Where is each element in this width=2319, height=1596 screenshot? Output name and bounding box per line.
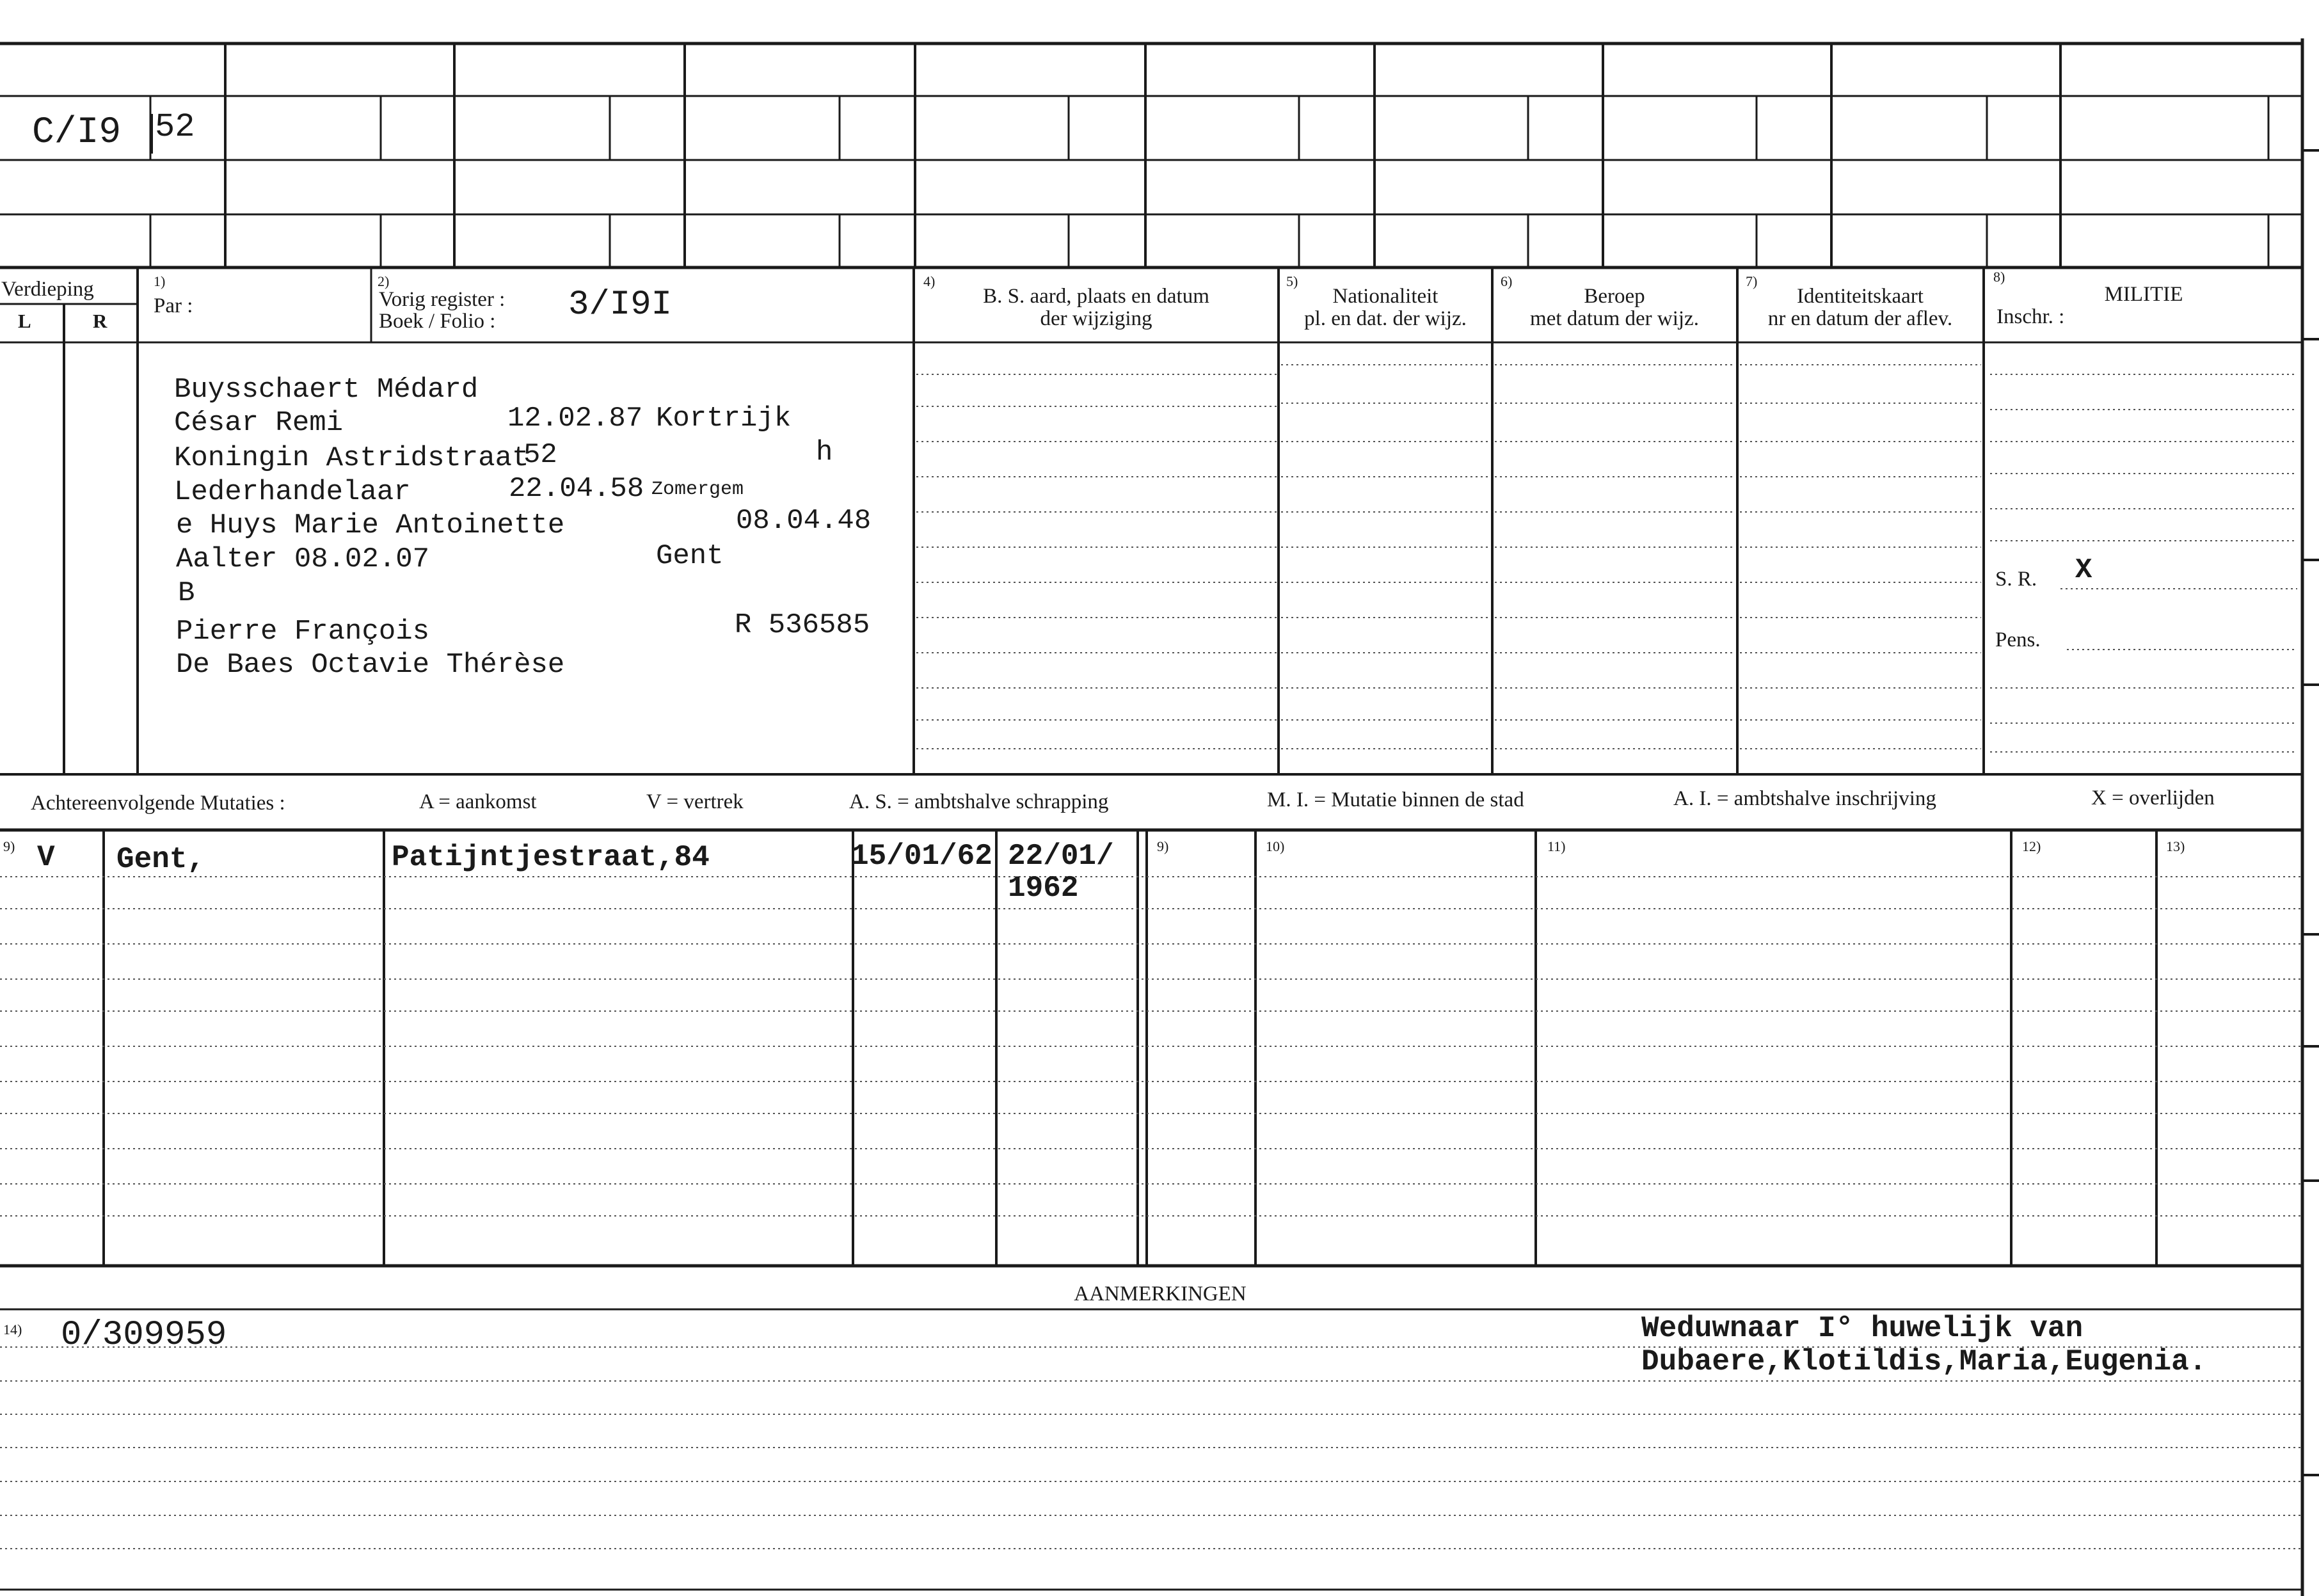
vorig-register-value: 3/I9I <box>568 285 673 324</box>
legend-inschrijving: A. I. = ambtshalve inschrijving <box>1673 787 1936 810</box>
sup-1: 1) <box>154 273 166 289</box>
par-label: Par : <box>154 294 193 317</box>
bs-header-line2: der wijziging <box>1040 307 1152 330</box>
occupation-place: Zomergem <box>651 479 744 500</box>
reference-number: 52 <box>155 108 195 146</box>
sup-12: 12) <box>2022 838 2041 854</box>
spouse-date: 08.04.48 <box>736 505 872 537</box>
beroep-header-line1: Beroep <box>1584 285 1645 308</box>
remarks-title: AANMERKINGEN <box>1074 1282 1247 1305</box>
sr-value: X <box>2075 554 2092 586</box>
mutation-city: Gent, <box>116 843 205 876</box>
legend-schrapping: A. S. = ambtshalve schrapping <box>849 790 1109 813</box>
sup-6: 6) <box>1501 273 1513 289</box>
legend-aankomst: A = aankomst <box>419 790 537 813</box>
verdieping-r-label: R <box>93 310 108 332</box>
verdieping-label: Verdieping <box>1 278 94 301</box>
mutation-date-2a: 22/01/ <box>1008 840 1114 873</box>
sr-label: S. R. <box>1995 568 2037 591</box>
birth-date: 12.02.87 <box>507 403 643 435</box>
parent-name-1: Pierre François <box>176 616 430 648</box>
margin-ticks <box>2302 150 2319 1475</box>
remarks-number: 0/309959 <box>61 1316 227 1355</box>
address-street: Koningin Astridstraat <box>174 442 529 474</box>
sup-10: 10) <box>1266 838 1285 854</box>
sup-13: 13) <box>2166 838 2185 854</box>
spouse-birth-city: Gent <box>656 540 724 572</box>
id-number: R 536585 <box>735 609 870 641</box>
beroep-header-line2: met datum der wijz. <box>1530 307 1699 330</box>
sup-14: 14) <box>3 1321 22 1337</box>
verdieping-l-label: L <box>18 310 31 332</box>
sup-9b: 9) <box>1157 838 1169 854</box>
sup-7: 7) <box>1746 273 1758 289</box>
person-details <box>174 374 871 681</box>
mutation-date-2b: 1962 <box>1008 872 1079 905</box>
address-number: 52 <box>523 439 557 471</box>
vorig-register-label: Vorig register : <box>379 288 506 311</box>
legend-overlijden: X = overlijden <box>2091 786 2215 810</box>
sup-5: 5) <box>1286 273 1298 289</box>
person-name: Buysschaert Médard <box>174 374 479 406</box>
legend-vertrek: V = vertrek <box>646 790 744 813</box>
identiteitskaart-header-line1: Identiteitskaart <box>1797 285 1924 308</box>
mutations-legend <box>31 786 2215 815</box>
remarks-note-line1: Weduwnaar I° huwelijk van <box>1641 1312 2084 1345</box>
occupation-date: 22.04.58 <box>509 473 644 505</box>
spouse-name: e Huys Marie Antoinette <box>176 509 565 541</box>
mutation-date-1: 15/01/62 <box>851 840 992 873</box>
mutations-label: Achtereenvolgende Mutaties : <box>31 792 285 815</box>
spouse-birth-place-date: Aalter 08.02.07 <box>176 543 430 575</box>
sup-9: 9) <box>3 838 15 854</box>
militie-header: MILITIE <box>2104 283 2183 306</box>
identiteitskaart-header-line2: nr en datum der aflev. <box>1767 307 1953 330</box>
nationality-code: B <box>178 577 195 609</box>
pens-label: Pens. <box>1995 628 2041 651</box>
mutation-row <box>37 840 1114 905</box>
nationaliteit-header-line1: Nationaliteit <box>1332 285 1438 308</box>
mutation-table-grid <box>0 830 2301 1266</box>
boek-folio-label: Boek / Folio : <box>379 310 496 333</box>
sup-8: 8) <box>1993 269 2005 285</box>
reference-code: C/I9 <box>32 112 122 154</box>
inschr-label: Inschr. : <box>1996 305 2065 328</box>
legend-mutatie-stad: M. I. = Mutatie binnen de stad <box>1267 788 1524 811</box>
mutation-street: Patijntjestraat,84 <box>392 841 710 874</box>
nationaliteit-header-line2: pl. en dat. der wijz. <box>1304 307 1467 330</box>
top-grid <box>0 44 2302 267</box>
birth-place: Kortrijk <box>656 403 792 435</box>
sup-4: 4) <box>923 273 936 289</box>
father-names: César Remi <box>174 407 344 439</box>
sup-2: 2) <box>378 273 390 289</box>
occupation: Lederhandelaar <box>174 476 411 508</box>
parent-name-2: De Baes Octavie Thérèse <box>176 649 565 681</box>
bs-header-line1: B. S. aard, plaats en datum <box>983 285 1209 308</box>
mutation-type: V <box>37 841 55 874</box>
address-suffix: h <box>816 436 833 468</box>
remarks-note-line2: Dubaere,Klotildis,Maria,Eugenia. <box>1641 1345 2207 1378</box>
sup-11: 11) <box>1547 838 1566 854</box>
